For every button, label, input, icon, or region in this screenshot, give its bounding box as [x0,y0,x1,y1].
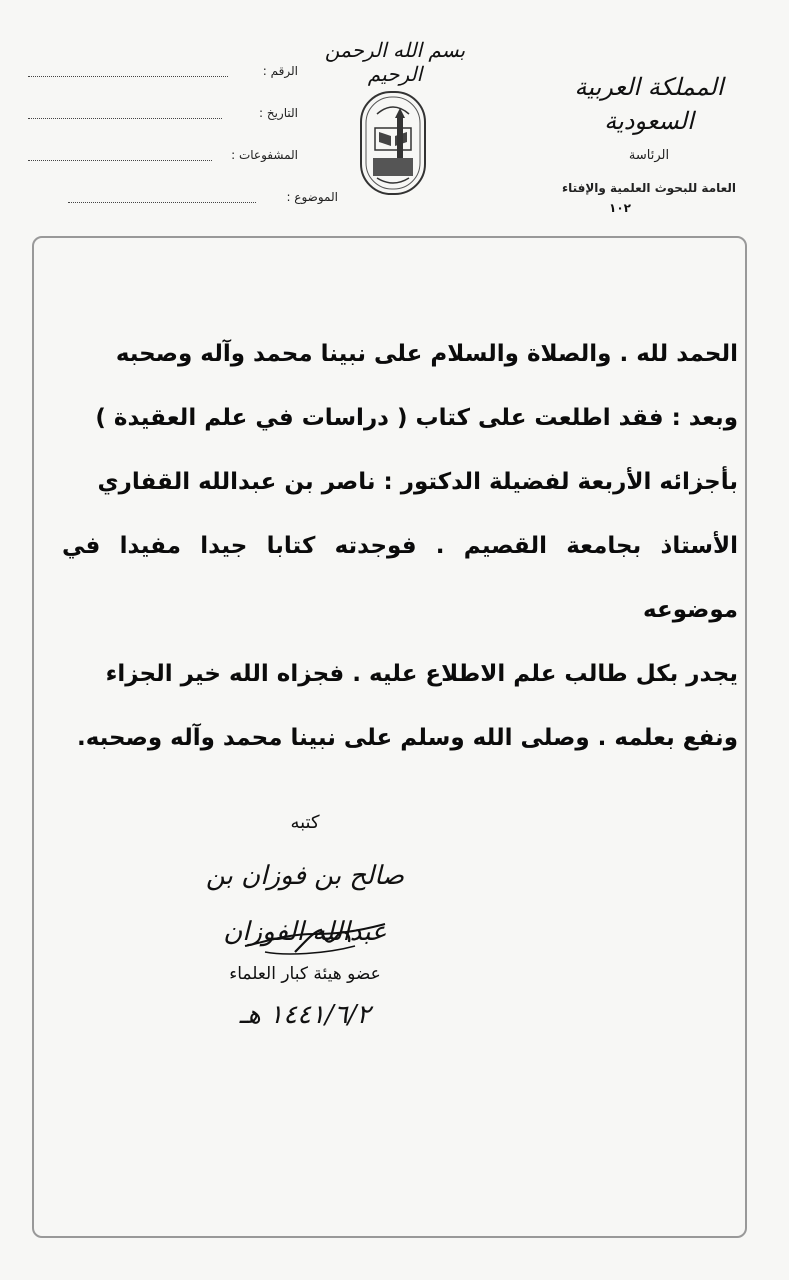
signature-date: ١٤٤١/٦/٢ هـ [239,1000,371,1030]
body-line-4: الأستاذ بجامعة القصيم . فوجدته كتابا جيدا مفيدا في موضوعه [62,533,738,623]
emblem-logo [357,88,429,198]
presidency-label: الرئاسة [628,148,670,163]
body-line-1: الحمد لله . والصلاة والسلام على نبينا محمد وآله وصحبه [115,341,738,367]
letter-content [62,322,738,770]
general-presidency-label: العامة للبحوث العلمية والإفتاء [561,181,737,195]
wrote-by-label: كتبه [290,812,320,833]
number-label: الرقم : [262,64,298,78]
number-line [28,76,228,77]
body-line-5: يجدر بكل طالب علم الاطلاع عليه . فجزاه الله خير الجزاء [105,661,738,687]
signer-name: صالح بن فوزان بن عبدالله الفوزان [205,861,405,947]
body-line-6: ونفع بعلمه . وصلى الله وسلم على نبينا محمد وآله وصحبه. [76,725,738,751]
basmala: بسم الله الرحمن الرحيم [324,38,466,86]
attachments-label: المشفوعات : [231,148,298,162]
attachments-field [28,148,298,190]
date-label: التاريخ : [258,106,298,120]
signer-position: عضو هيئة كبار العلماء [229,964,381,984]
attachments-line [28,160,212,161]
reference-code: ١٠٢ [609,201,631,215]
number-field [28,64,298,106]
handwritten-signature [225,912,395,962]
date-line [28,118,222,119]
body-line-2: وبعد : فقد اطلعت على كتاب ( دراسات في علم العقيدة ) [95,405,738,431]
kingdom-title: المملكة العربية السعودية [574,73,724,135]
subject-field [28,190,338,232]
date-field [28,106,298,148]
subject-label: الموضوع : [286,190,338,204]
letterhead-fields [28,64,338,232]
letterhead-right [539,70,759,215]
subject-line [68,202,256,203]
body-line-3: بأجزائه الأربعة لفضيلة الدكتور : ناصر بن عبدالله القفاري [97,469,738,495]
